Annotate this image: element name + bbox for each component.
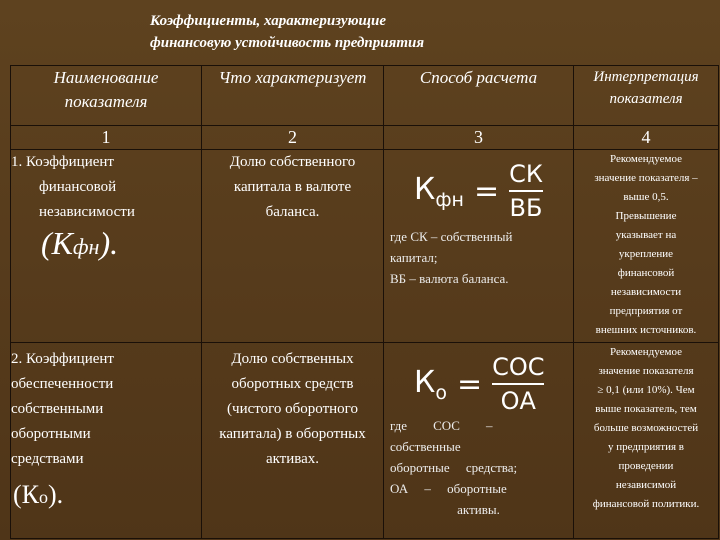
row2-where-line-2: собственные bbox=[390, 439, 461, 454]
row2-symbol-sub: о bbox=[39, 487, 48, 507]
header-what: Что характеризует bbox=[202, 66, 384, 126]
row1-name-line-1: 1. Коэффициент bbox=[11, 154, 114, 170]
row2-where-line-4: ОА – оборотные bbox=[390, 481, 507, 496]
column-number-row bbox=[11, 126, 719, 150]
row-own-working-capital bbox=[11, 343, 719, 539]
row1-what-cell bbox=[202, 150, 384, 343]
row2-where-line-1: где СОС – bbox=[390, 418, 493, 433]
row2-symbol-close: ). bbox=[48, 480, 64, 509]
fraction-bar bbox=[492, 383, 544, 385]
row2-interp-line: значение показателя bbox=[598, 365, 694, 377]
row2-interp-line: ≥ 0,1 (или 10%). Чем bbox=[597, 384, 695, 396]
header-interp-line-2: показателя bbox=[609, 91, 683, 107]
row1-where-line-3: ВБ – валюта баланса. bbox=[390, 271, 509, 286]
row2-name-line-3: собственными bbox=[11, 401, 104, 417]
header-name-line-2: показателя bbox=[64, 92, 148, 111]
row2-name-line-2: обеспеченности bbox=[11, 376, 114, 392]
row1-formula-equals: = bbox=[473, 173, 500, 209]
row2-what-line-4: капитала) в оборотных bbox=[219, 426, 366, 442]
row2-formula-sub: о bbox=[435, 381, 447, 404]
row1-where-note bbox=[384, 222, 573, 289]
row1-name-line-2: финансовой bbox=[39, 179, 117, 195]
row2-what-line-2: оборотных средств bbox=[231, 376, 354, 392]
row1-formula-numerator: СК bbox=[509, 160, 543, 188]
row2-interp-line: больше возможностей bbox=[593, 422, 699, 434]
row1-name-line-3: независимости bbox=[39, 204, 135, 220]
row2-interp-line: проведении bbox=[618, 460, 674, 472]
column-number-2: 2 bbox=[202, 126, 384, 150]
row2-formula-numerator: СОС bbox=[492, 353, 545, 381]
row2-where-note bbox=[384, 415, 573, 520]
fraction-bar bbox=[509, 190, 543, 192]
row1-method-cell bbox=[384, 150, 574, 343]
row-financial-independence bbox=[11, 150, 719, 343]
row1-formula bbox=[384, 150, 573, 222]
row1-where-line-2: капитал; bbox=[390, 250, 438, 265]
row2-interp-line: выше показатель, тем bbox=[595, 403, 697, 415]
header-method: Способ расчета bbox=[384, 66, 574, 126]
row2-method-cell bbox=[384, 343, 574, 539]
row2-formula-lhs bbox=[414, 365, 447, 404]
row1-interp-line: финансовой bbox=[617, 267, 675, 279]
column-number-3: 3 bbox=[384, 126, 574, 150]
row1-formula-denominator: ВБ bbox=[509, 194, 543, 222]
row2-where-line-5: активы. bbox=[457, 502, 500, 517]
header-interpretation bbox=[574, 66, 719, 126]
row2-formula-denominator: ОА bbox=[500, 387, 536, 415]
column-number-4: 4 bbox=[574, 126, 719, 150]
row2-formula-equals: = bbox=[456, 366, 483, 402]
row1-formula-lhs bbox=[414, 172, 464, 211]
row2-interpretation-cell bbox=[574, 343, 719, 539]
title-line-1: Коэффициенты, характеризующие bbox=[150, 13, 387, 29]
row2-formula-fraction bbox=[492, 353, 544, 415]
row1-symbol-close: ). bbox=[99, 225, 119, 261]
row1-interp-line: Превышение bbox=[615, 210, 677, 222]
row1-interp-line: укрепление bbox=[618, 248, 674, 260]
title-line-2: финансовую устойчивость предприятия bbox=[150, 35, 425, 51]
row1-what-line-2: капитала в валюте bbox=[233, 179, 352, 195]
row1-interp-line: Рекомендуемое bbox=[610, 153, 682, 165]
row2-symbol-open: (К bbox=[13, 480, 39, 509]
row2-name-line-1: 2. Коэффициент bbox=[11, 351, 114, 367]
row2-symbol bbox=[11, 472, 201, 510]
row2-formula bbox=[384, 343, 573, 415]
header-name bbox=[11, 66, 202, 126]
row2-interp-line: Рекомендуемое bbox=[610, 346, 682, 358]
row1-symbol-sub: фн bbox=[72, 234, 100, 259]
row2-name-cell bbox=[11, 343, 202, 539]
header-row bbox=[11, 66, 719, 126]
row2-interp-line: финансовой политики. bbox=[592, 498, 700, 510]
row2-what-cell bbox=[202, 343, 384, 539]
row1-interp-line: выше 0,5. bbox=[623, 191, 669, 203]
row2-formula-k: К bbox=[414, 364, 436, 400]
row2-what-line-1: Долю собственных bbox=[231, 351, 354, 367]
row1-interp-line: внешних источников. bbox=[595, 324, 697, 336]
row2-interp-line: независимой bbox=[615, 479, 677, 491]
row1-interp-line: указывает на bbox=[615, 229, 677, 241]
row1-symbol bbox=[11, 225, 201, 259]
row1-interp-line: предприятия от bbox=[609, 305, 683, 317]
row1-formula-k: К bbox=[414, 171, 436, 207]
row1-interpretation-cell bbox=[574, 150, 719, 343]
row1-symbol-open: (К bbox=[41, 225, 73, 261]
row1-name-cell bbox=[11, 150, 202, 343]
row1-where-line-1: где СК – собственный bbox=[390, 229, 513, 244]
header-name-line-1: Наименование bbox=[53, 68, 159, 87]
slide-title bbox=[150, 10, 424, 54]
row2-interp-line: у предприятия в bbox=[607, 441, 684, 453]
row1-interp-line: значение показателя – bbox=[594, 172, 698, 184]
row2-what-line-3: (чистого оборотного bbox=[227, 401, 358, 417]
row2-where-line-3: оборотные средства; bbox=[390, 460, 518, 475]
row1-what-line-3: баланса. bbox=[265, 204, 320, 220]
row1-what-line-1: Долю собственного bbox=[229, 154, 356, 170]
row2-name-line-4: оборотными bbox=[11, 426, 91, 442]
row2-what-line-5: активах. bbox=[265, 451, 320, 467]
coefficients-table bbox=[10, 65, 719, 539]
row1-formula-sub: фн bbox=[435, 188, 464, 211]
row1-interp-line: независимости bbox=[610, 286, 682, 298]
column-number-1: 1 bbox=[11, 126, 202, 150]
row2-name-line-5: средствами bbox=[11, 451, 84, 467]
row1-formula-fraction bbox=[509, 160, 543, 222]
header-interp-line-1: Интерпретация bbox=[593, 69, 699, 85]
